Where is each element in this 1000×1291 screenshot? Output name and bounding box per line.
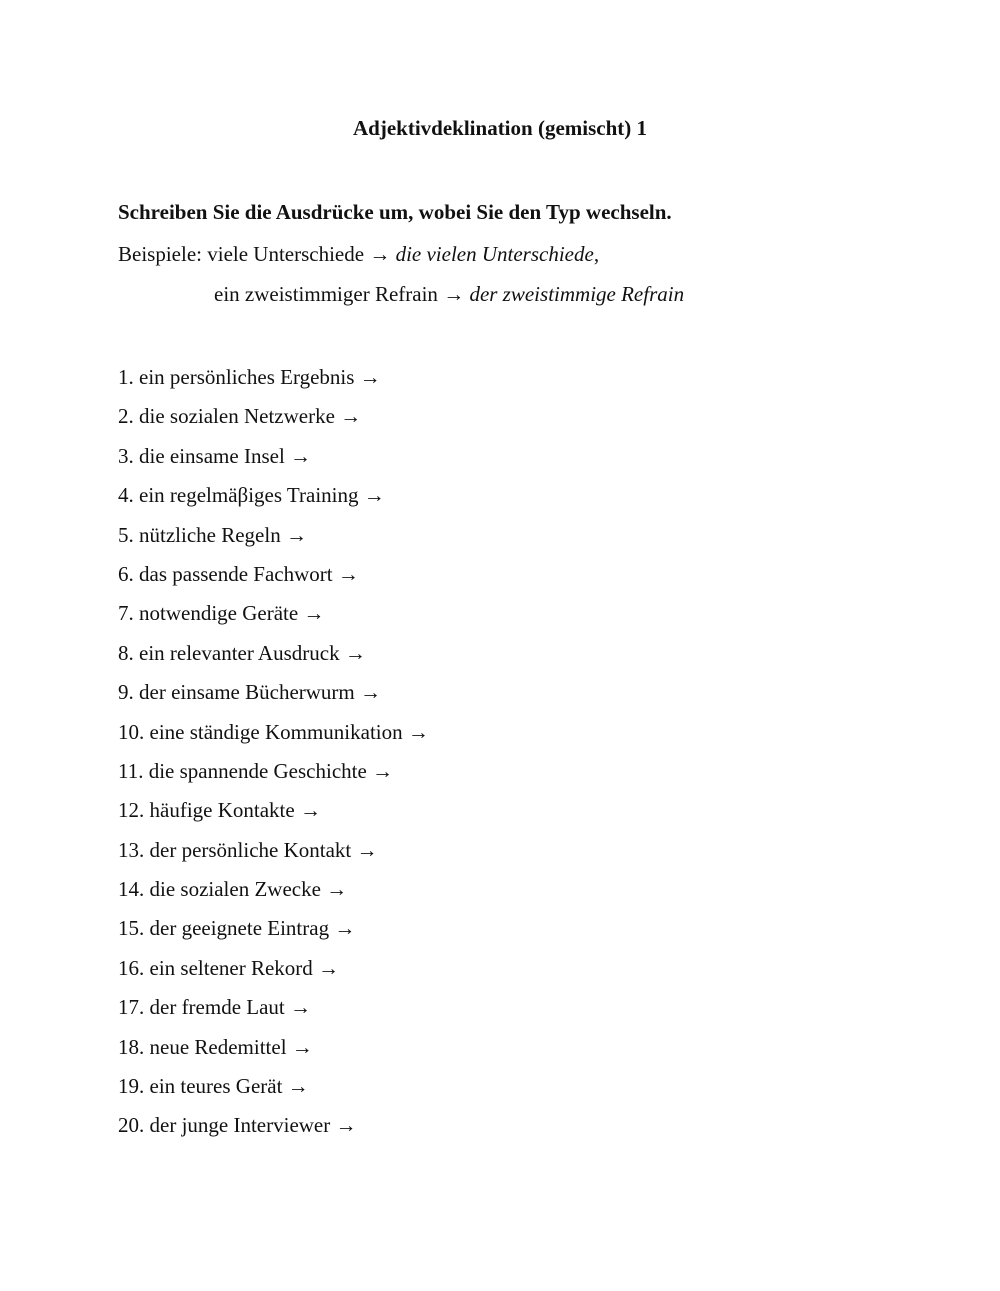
exercise-item: 3. die einsame Insel → [118, 443, 312, 468]
exercise-item: 9. der einsame Bücherwurm → [118, 680, 382, 705]
example-1-suffix: , [593, 242, 600, 266]
exercise-item: 8. ein relevanter Ausdruck → [118, 640, 366, 665]
exercise-item: 13. der persönliche Kontakt → [118, 837, 378, 862]
example-2-source: ein zweistimmiger Refrain [214, 282, 438, 306]
arrow-icon: → [369, 242, 391, 266]
exercise-item: 14. die sozialen Zwecke → [118, 877, 348, 902]
exercise-item: 15. der geeignete Eintrag → [118, 916, 356, 941]
exercise-item: 20. der junge Interviewer → [118, 1113, 357, 1138]
exercise-item: 18. neue Redemittel → [118, 1034, 313, 1059]
example-1-target: die vielen Unterschiede [395, 242, 594, 266]
exercise-item: 10. eine ständige Kommunikation → [118, 719, 429, 744]
exercise-item: 12. häufige Kontakte → [118, 798, 321, 823]
exercise-item: 4. ein regelmäβiges Training → [118, 483, 385, 508]
example-1-source: viele Unterschiede [207, 242, 365, 266]
exercise-item: 17. der fremde Laut → [118, 995, 312, 1020]
example-2-target: der zweistimmige Refrain [469, 282, 685, 306]
instruction-text: Schreiben Sie die Ausdrücke um, wobei Sie den Typ wechseln. [118, 200, 672, 224]
exercise-item: 19. ein teures Gerät → [118, 1074, 309, 1099]
exercise-item: 7. notwendige Geräte → [118, 601, 325, 626]
example-line-2 [214, 282, 684, 307]
arrow-icon: → [443, 282, 465, 306]
examples-label: Beispiele: [118, 242, 202, 266]
exercise-list [118, 364, 429, 1152]
exercise-item: 6. das passende Fachwort → [118, 561, 359, 586]
exercise-item: 5. nützliche Regeln → [118, 522, 307, 547]
example-line-1 [118, 242, 599, 267]
exercise-item: 2. die sozialen Netzwerke → [118, 404, 362, 429]
exercise-item: 16. ein seltener Rekord → [118, 955, 340, 980]
page-title: Adjektivdeklination (gemischt) 1 [353, 116, 647, 140]
exercise-item: 11. die spannende Geschichte → [118, 758, 394, 783]
exercise-item: 1. ein persönliches Ergebnis → [118, 365, 381, 389]
